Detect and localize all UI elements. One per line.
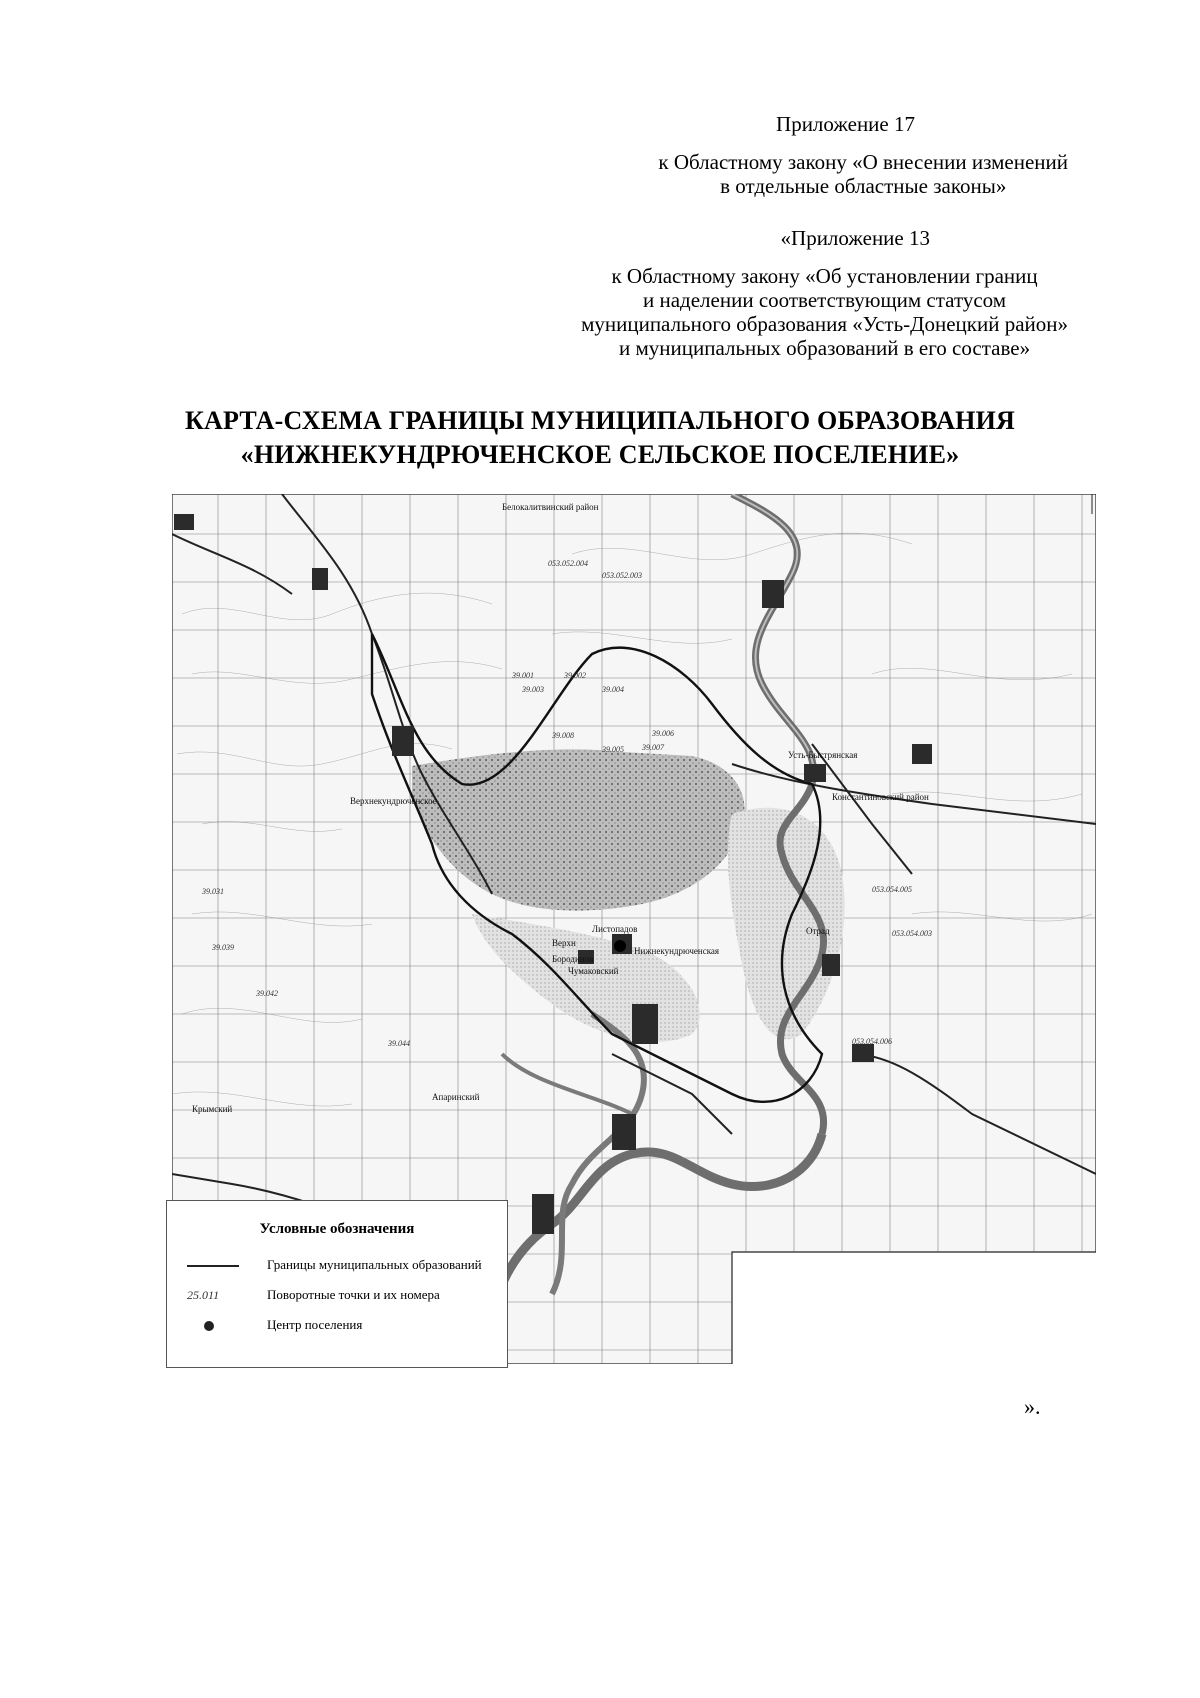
map-title-line-1: КАРТА-СХЕМА ГРАНИЦЫ МУНИЦИПАЛЬНОГО ОБРАЗОВАНИЯ: [184, 406, 1015, 435]
map-title-line-2: «НИЖНЕКУНДРЮЧЕНСКОЕ СЕЛЬСКОЕ ПОСЕЛЕНИЕ»: [240, 440, 960, 469]
point-39-005: 39.005: [602, 745, 624, 754]
legend-item-center: [181, 1315, 501, 1337]
label-district-nw: Белокалитвинский район: [502, 502, 599, 512]
legend-center-label: Центр поселения: [267, 1317, 363, 1332]
appendix-17-line-1: к Областному закону «О внесении изменений: [658, 150, 1068, 174]
settlement-block-se: [852, 1044, 874, 1062]
point-39-039: 39.039: [212, 943, 234, 952]
settlement-block-nw: [174, 514, 194, 530]
legend-title: Условные обозначения: [259, 1221, 415, 1237]
settlement-block-farsouth: [612, 1114, 636, 1150]
appendix-13-label: «Приложение 13: [780, 226, 930, 250]
legend-item-points: [181, 1285, 501, 1307]
legend-point-sample: 25.011: [187, 1288, 220, 1302]
legend-boundary-label: Границы муниципальных образований: [267, 1257, 482, 1272]
appendix-13-reference: [581, 264, 1068, 360]
label-district-e: Константиновский район: [832, 792, 929, 802]
point-39-001: 39.001: [512, 671, 534, 680]
appendix-17-heading: [776, 112, 915, 136]
point-053-054-005: 053.054.005: [872, 885, 912, 894]
appendix-13-line-4: и муниципальных образований в его составе»: [618, 336, 1031, 360]
settlement-block-ust: [804, 764, 826, 782]
appendix-17-reference: [658, 150, 1068, 198]
settlement-center-icon: [181, 1315, 243, 1337]
label-ust-bystryanskaya: Усть-Быстрянская: [788, 750, 858, 760]
point-053-054-006: 053.054.006: [852, 1037, 892, 1046]
point-39-002: 39.002: [564, 671, 586, 680]
label-listopadov: Листопадов: [592, 924, 638, 934]
point-39-003: 39.003: [522, 685, 544, 694]
point-39-031: 39.031: [202, 887, 224, 896]
point-39-008: 39.008: [552, 731, 574, 740]
point-39-004: 39.004: [602, 685, 624, 694]
point-39-044: 39.044: [388, 1039, 410, 1048]
boundary-line-icon: [181, 1255, 243, 1277]
appendix-13-line-1: к Областному закону «Об установлении границ: [611, 264, 1038, 288]
legend-item-boundary: [181, 1255, 501, 1277]
point-39-007: 39.007: [642, 743, 664, 752]
label-aparinsky: Апаринский: [432, 1092, 480, 1102]
appendix-13-heading: [781, 226, 930, 250]
appendix-13-line-3: муниципального образования «Усть-Донецкий район»: [581, 312, 1068, 336]
settlement-block-otrad: [822, 954, 840, 976]
appendix-17-label: Приложение 17: [776, 112, 915, 136]
label-verkhnekundryuchenskoe: Верхнекундрюченское: [350, 796, 437, 806]
label-otrad: Отрад: [806, 926, 830, 936]
point-39-042: 39.042: [256, 989, 278, 998]
appendix-17-line-2: в отдельные областные законы»: [720, 174, 1007, 198]
settlement-block-south: [632, 1004, 658, 1044]
label-nizhnekundryuchenskaya: Нижнекундрюченская: [634, 946, 720, 956]
settlement-block-east: [912, 744, 932, 764]
point-39-006: 39.006: [652, 729, 674, 738]
closing-quote: ».: [1024, 1394, 1041, 1419]
point-053-052-004: 053.052.004: [548, 559, 588, 568]
label-chumakovsky: Чумаковский: [568, 966, 619, 976]
label-borodinov: Бородинов: [552, 954, 594, 964]
settlement-block-ne: [762, 580, 784, 608]
turning-point-icon: [181, 1285, 243, 1307]
map-legend: [166, 1200, 508, 1368]
settlement-block-2: [392, 726, 414, 756]
settlement-block-sw: [532, 1194, 554, 1234]
point-053-052-003: 053.052.003: [602, 571, 642, 580]
settlement-block-1: [312, 568, 328, 590]
label-krymsky: Крымский: [192, 1104, 233, 1114]
appendix-13-line-2: и наделении соответствующим статусом: [643, 288, 1007, 312]
label-verkhn: Верхн: [552, 938, 576, 948]
settlement-center-dot: [614, 940, 626, 952]
point-053-054-003: 053.054.003: [892, 929, 932, 938]
legend-points-label: Поворотные точки и их номера: [267, 1287, 440, 1302]
